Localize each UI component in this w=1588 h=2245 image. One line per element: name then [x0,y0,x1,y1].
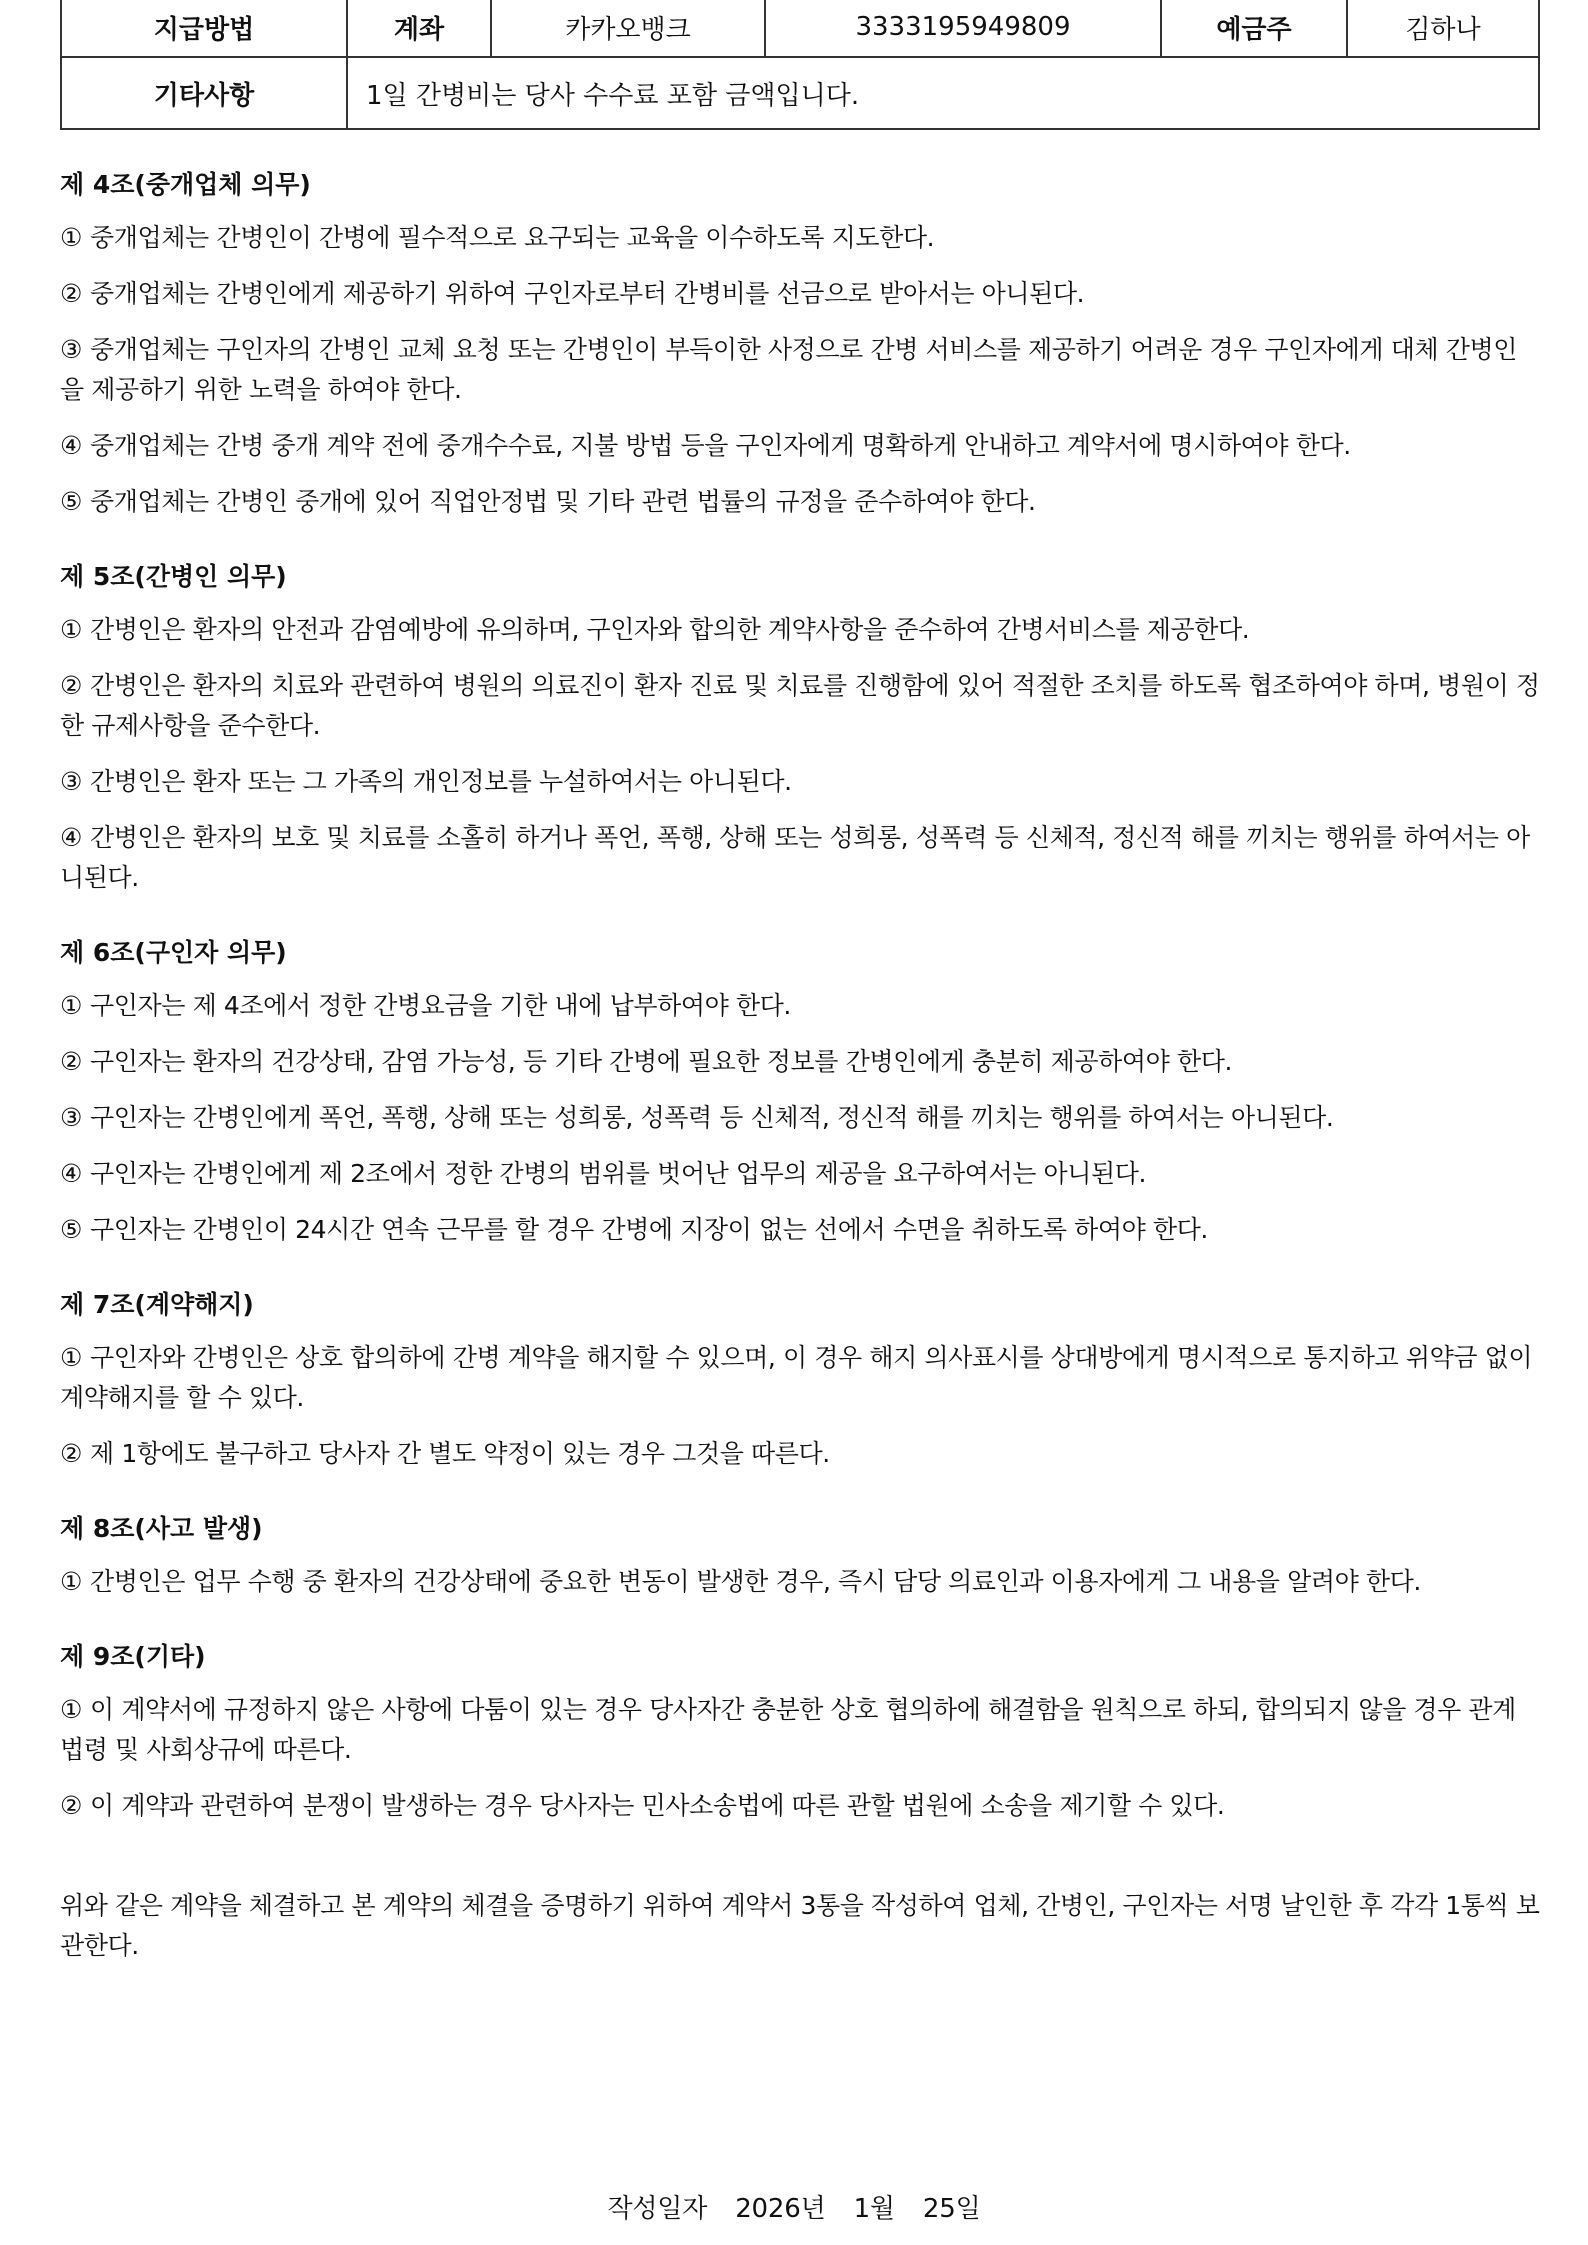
clause [60,610,1540,650]
date-label: 작성일자 [607,2194,708,2224]
clause-text: 간병인은 환자의 보호 및 치료를 소홀히 하거나 폭언, 폭행, 상해 또는 성희롱, 성폭력 등 신체적, 정신적 해를 끼치는 행위를 하여서는 아니된다. [60,823,1530,892]
clause [60,1562,1540,1602]
article-title: 제 6조(구인자 의무) [60,938,287,967]
clause-text: 간병인은 업무 수행 중 환자의 건강상태에 중요한 변동이 발생한 경우, 즉시 담당 의료인과 이용자에게 그 내용을 알려야 한다. [90,1567,1421,1596]
clause-text: 구인자는 제 4조에서 정한 간병요금을 기한 내에 납부하여야 한다. [90,991,791,1020]
clause [60,1690,1540,1770]
clause-number: ① [60,1343,83,1372]
article-section [60,1640,1540,1826]
clause [60,1042,1540,1082]
clause [60,1154,1540,1194]
clause-text: 구인자는 간병인에게 제 2조에서 정한 간병의 범위를 벗어난 업무의 제공을 요구하여서는 아니된다. [90,1159,1147,1188]
clause-number: ① [60,615,83,644]
clause [60,818,1540,898]
clause-number: ④ [60,1159,83,1188]
clause-text: 간병인은 환자의 안전과 감염예방에 유의하며, 구인자와 합의한 계약사항을 준수하여 간병서비스를 제공한다. [90,615,1250,644]
clause-number: ② [60,279,83,308]
payment-method-label: 지급방법 [61,0,347,57]
article-section [60,560,1540,898]
bank-name: 카카오뱅크 [491,0,765,57]
clause-number: ③ [60,335,83,364]
contract-body [60,168,1540,1966]
clause-text: 중개업체는 간병 중개 계약 전에 중개수수료, 지불 방법 등을 구인자에게 명확하게 안내하고 계약서에 명시하여야 한다. [90,431,1351,460]
clause-number: ⑤ [60,1215,83,1244]
articles-container [60,168,1540,1826]
clause-number: ② [60,1791,83,1820]
clause-number: ② [60,1047,83,1076]
clause-number: ⑤ [60,487,83,516]
clause-number: ① [60,1567,83,1596]
clause [60,762,1540,802]
clause-text: 구인자는 환자의 건강상태, 감염 가능성, 등 기타 간병에 필요한 정보를 간병인에게 충분히 제공하여야 한다. [90,1047,1233,1076]
clause [60,218,1540,258]
date-year: 2026년 [735,2194,826,2224]
clause [60,330,1540,410]
article-title: 제 8조(사고 발생) [60,1514,263,1543]
clause [60,426,1540,466]
article-section [60,1288,1540,1474]
clause-text: 중개업체는 간병인에게 제공하기 위하여 구인자로부터 간병비를 선금으로 받아서는 아니된다. [90,279,1085,308]
date-month: 1월 [853,2194,895,2224]
clause [60,1210,1540,1250]
clause [60,1786,1540,1826]
clause-text: 이 계약과 관련하여 분쟁이 발생하는 경우 당사자는 민사소송법에 따른 관할 법원에 소송을 제기할 수 있다. [90,1791,1225,1820]
table-row [61,0,1539,57]
clause [60,1338,1540,1418]
clause [60,986,1540,1026]
clause-text: 구인자는 간병인이 24시간 연속 근무를 할 경우 간병에 지장이 없는 선에서 수면을 취하도록 하여야 한다. [90,1215,1208,1244]
clause [60,274,1540,314]
clause-text: 중개업체는 간병인이 간병에 필수적으로 요구되는 교육을 이수하도록 지도한다. [90,223,935,252]
clause-text: 구인자는 간병인에게 폭언, 폭행, 상해 또는 성희롱, 성폭력 등 신체적, 정신적 해를 끼치는 행위를 하여서는 아니된다. [90,1103,1334,1132]
other-notes-label: 기타사항 [61,57,347,129]
clause-number: ④ [60,823,83,852]
clause-number: ② [60,1439,83,1468]
clause-text: 구인자와 간병인은 상호 합의하에 간병 계약을 해지할 수 있으며, 이 경우 해지 의사표시를 상대방에게 명시적으로 통지하고 위약금 없이 계약해지를 할 수 있다. [60,1343,1533,1412]
clause-text: 제 1항에도 불구하고 당사자 간 별도 약정이 있는 경우 그것을 따른다. [90,1439,830,1468]
account-number: 3333195949809 [765,0,1161,57]
other-notes-value: 1일 간병비는 당사 수수료 포함 금액입니다. [347,57,1539,129]
clause-text: 간병인은 환자의 치료와 관련하여 병원의 의료진이 환자 진료 및 치료를 진행함에 있어 적절한 조치를 하도록 협조하여야 하며, 병원이 정한 규제사항을 준수한다. [60,671,1540,740]
article-section [60,1512,1540,1602]
clause-text: 이 계약서에 규정하지 않은 사항에 다툼이 있는 경우 당사자간 충분한 상호 협의하에 해결함을 원칙으로 하되, 합의되지 않을 경우 관계 법령 및 사회상규에 따른다. [60,1695,1516,1764]
payment-info-table [60,0,1540,130]
account-holder: 김하나 [1347,0,1539,57]
clause-number: ① [60,991,83,1020]
article-title: 제 7조(계약해지) [60,1290,254,1319]
clause-number: ① [60,1695,83,1724]
payment-type-label: 계좌 [347,0,491,57]
clause [60,482,1540,522]
date-line [0,2188,1588,2225]
clause-number: ③ [60,1103,83,1132]
article-title: 제 9조(기타) [60,1642,206,1671]
table-row [61,57,1539,129]
article-section [60,168,1540,522]
clause-text: 중개업체는 구인자의 간병인 교체 요청 또는 간병인이 부득이한 사정으로 간병 서비스를 제공하기 어려운 경우 구인자에게 대체 간병인을 제공하기 위한 노력을 하여야 한다. [60,335,1518,404]
clause-number: ② [60,671,83,700]
closing-statement: 위와 같은 계약을 체결하고 본 계약의 체결을 증명하기 위하여 계약서 3통을 작성하여 업체, 간병인, 구인자는 서명 날인한 후 각각 1통씩 보관한다. [60,1891,1540,1960]
clause [60,666,1540,746]
clause [60,1434,1540,1474]
clause-text: 간병인은 환자 또는 그 가족의 개인정보를 누설하여서는 아니된다. [90,767,792,796]
clause-text: 중개업체는 간병인 중개에 있어 직업안정법 및 기타 관련 법률의 규정을 준수하여야 한다. [90,487,1036,516]
clause [60,1098,1540,1138]
clause-number: ④ [60,431,83,460]
article-title: 제 4조(중개업체 의무) [60,170,311,199]
clause-number: ① [60,223,83,252]
date-day: 25일 [922,2194,981,2224]
clause-number: ③ [60,767,83,796]
account-holder-label: 예금주 [1161,0,1347,57]
article-section [60,936,1540,1250]
article-title: 제 5조(간병인 의무) [60,562,287,591]
